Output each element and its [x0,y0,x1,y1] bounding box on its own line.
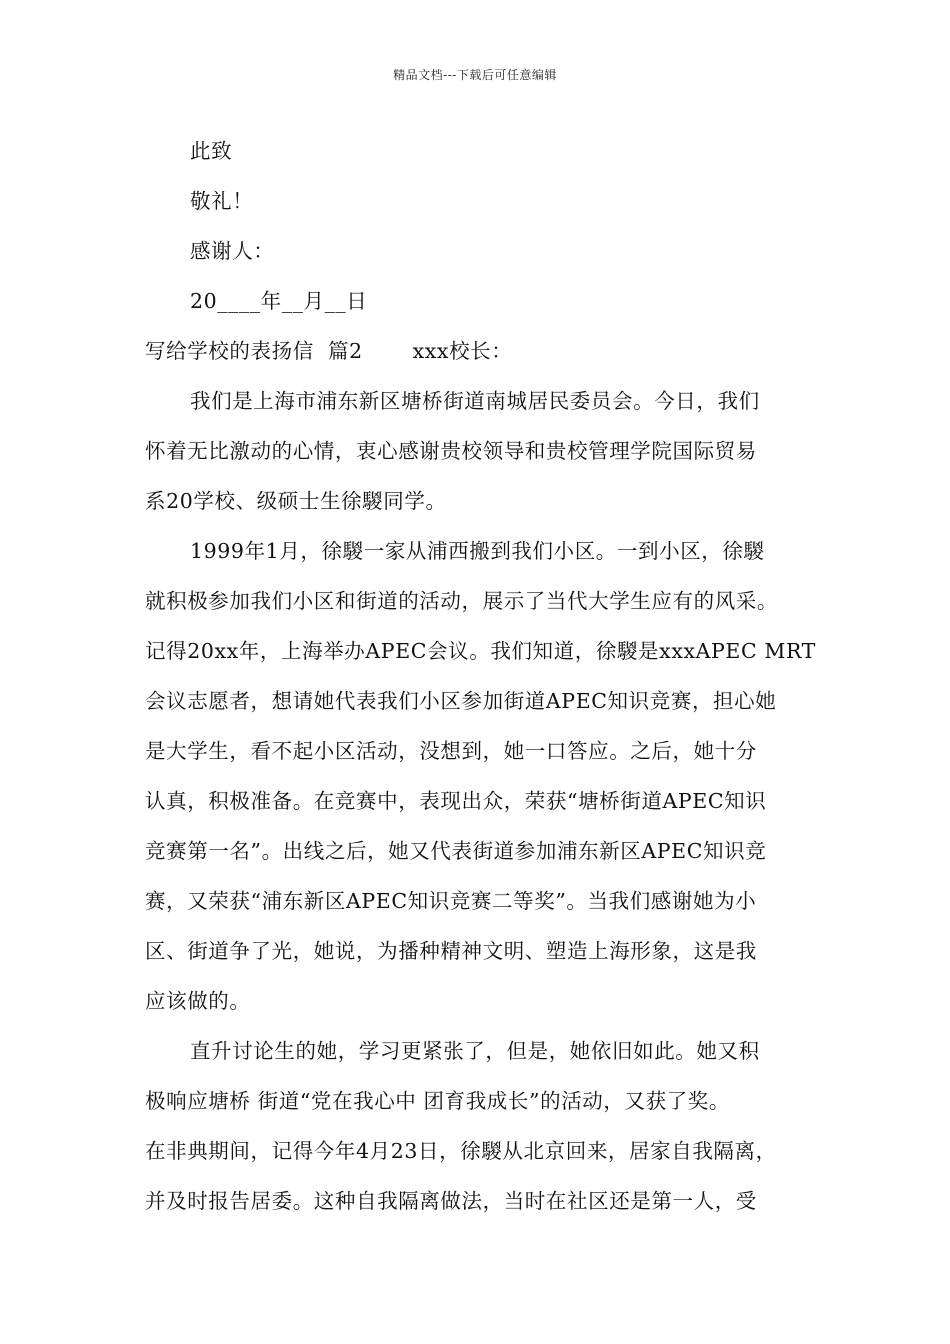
paragraph-line: 区、街道争了光，她说，为播种精神文明、塑造上海形象，这是我 [145,939,757,963]
paragraph-line: 系20学校、级硕士生徐騣同学。 [145,489,447,513]
paragraph-line: 竞赛第一名”。出线之后，她又代表街道参加浦东新区APEC知识竞 [145,839,767,863]
paragraph-line: 认真，积极准备。在竞赛中，表现出众，荣获“塘桥街道APEC知识 [145,789,767,813]
paragraph-line: 在非典期间，记得今年4月23日，徐騣从北京回来，居家自我隔离， [145,1139,777,1163]
closing-respect: 敬礼！ [190,189,254,213]
paragraph-line: 极响应塘桥 街道“党在我心中 团育我成长”的活动，又获了奖。 [145,1089,730,1113]
page-header: 精品文档---下载后可任意编辑 [393,68,557,82]
paragraph-line: 记得20xx年，上海举办APEC会议。我们知道，徐騣是xxxAPEC MRT [145,639,816,663]
paragraph-line: 赛，又荣获“浦东新区APEC知识竞赛二等奖”。当我们感谢她为小 [145,889,757,913]
closing-signer: 感谢人： [190,239,275,263]
closing-salutation: 此致 [190,139,233,163]
paragraph-line: 直升讨论生的她，学习更紧张了，但是，她依旧如此。她又积 [190,1039,760,1063]
paragraph-line: 应该做的。 [145,989,251,1013]
paragraph-line: 是大学生，看不起小区活动，没想到，她一口答应。之后，她十分 [145,739,757,763]
paragraph-line: 我们是上海市浦东新区塘桥街道南城居民委员会。今日，我们 [190,389,760,413]
paragraph-line: 就积极参加我们小区和街道的活动，展示了当代大学生应有的风采。 [145,589,778,613]
paragraph-line: 1999年1月，徐騣一家从浦西搬到我们小区。一到小区，徐騣 [190,539,765,563]
paragraph-line: 怀着无比激动的心情，衷心感谢贵校领导和贵校管理学院国际贸易 [145,439,757,463]
section-heading: 写给学校的表扬信 篇2 xxx校长： [145,339,513,363]
closing-date: 20____年__月__日 [190,289,368,313]
paragraph-line: 并及时报告居委。这种自我隔离做法，当时在社区还是第一人，受 [145,1189,757,1213]
paragraph-line: 会议志愿者，想请她代表我们小区参加街道APEC知识竞赛，担心她 [145,689,777,713]
